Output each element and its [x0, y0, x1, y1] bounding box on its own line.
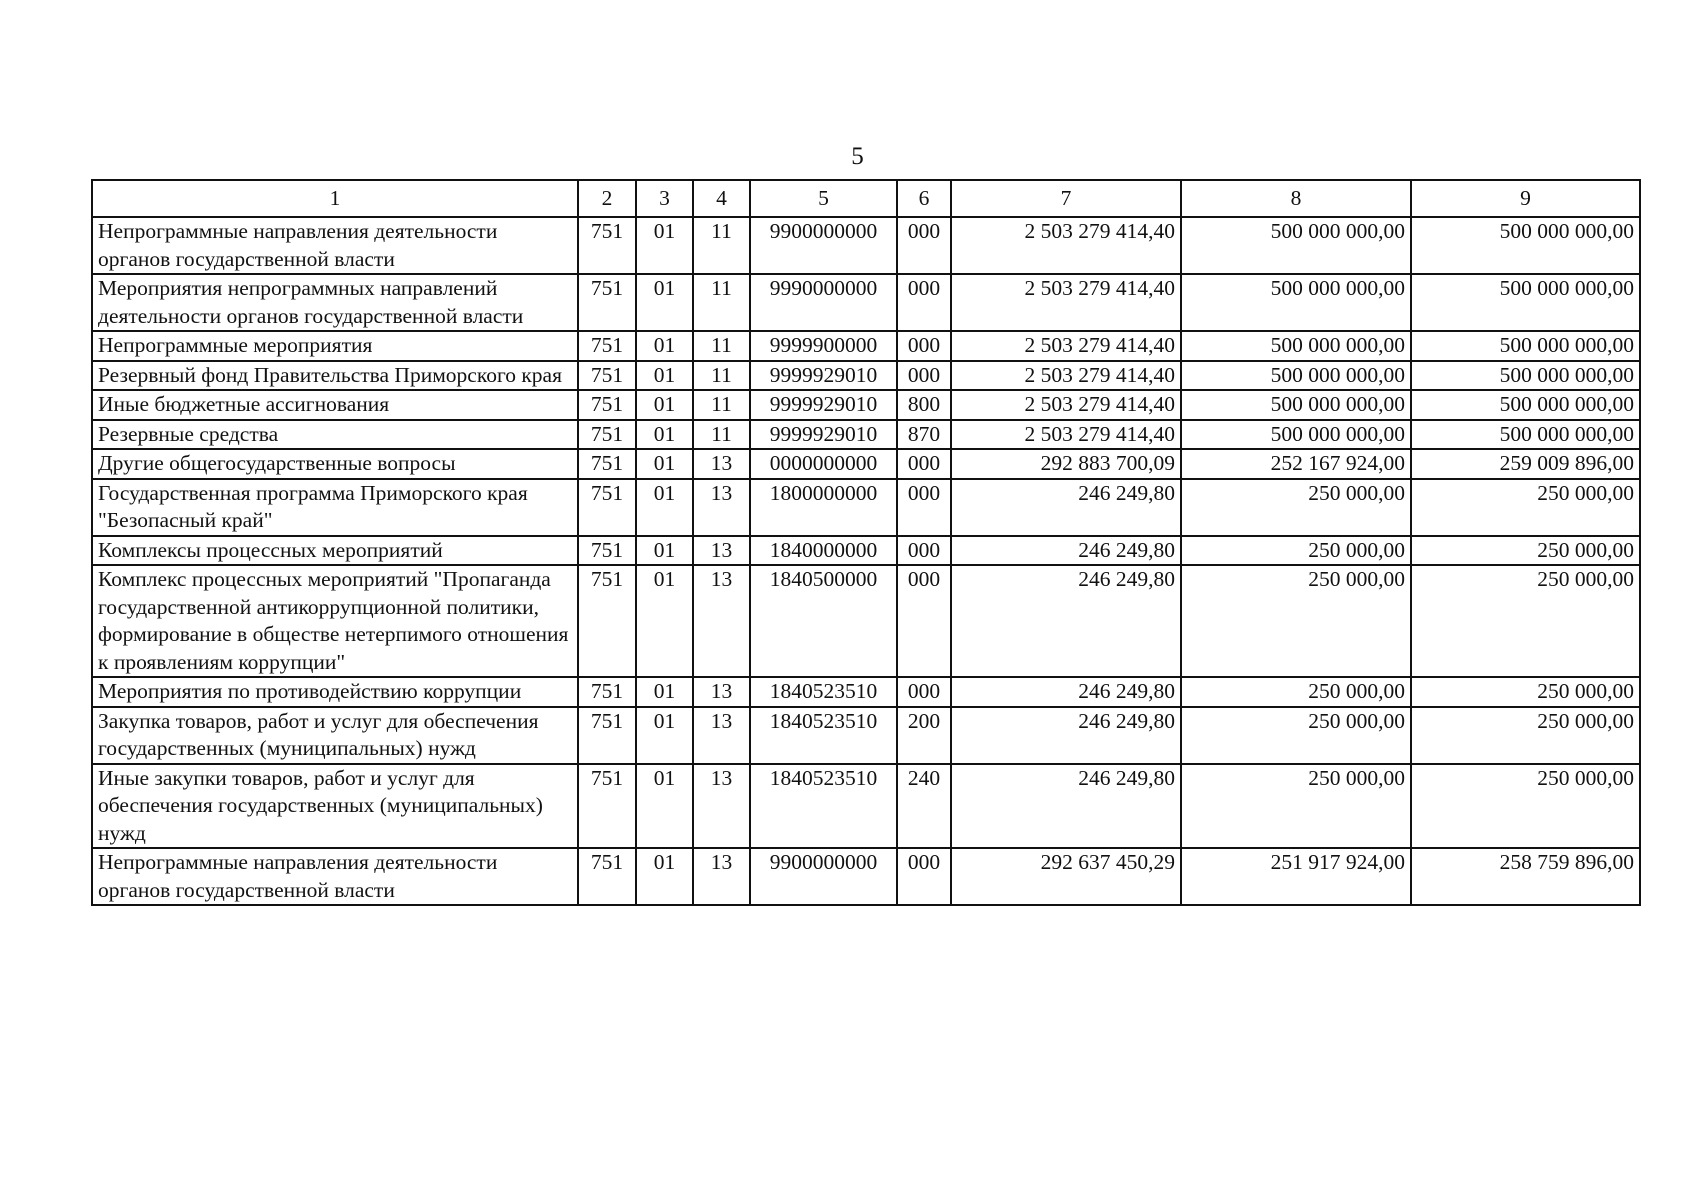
amount-col9-cell: 259 009 896,00	[1411, 449, 1640, 479]
column-header: 8	[1181, 180, 1411, 217]
column-header: 7	[951, 180, 1181, 217]
expense-type-cell: 240	[897, 764, 951, 849]
target-article-cell: 9999929010	[750, 420, 897, 450]
table-row	[92, 420, 1640, 450]
target-article-cell: 1800000000	[750, 479, 897, 536]
amount-col7-cell: 246 249,80	[951, 677, 1181, 707]
amount-col7-cell: 292 637 450,29	[951, 848, 1181, 905]
amount-col7-cell: 246 249,80	[951, 536, 1181, 566]
item-name-cell: Резервные средства	[92, 420, 578, 450]
section-code-cell: 01	[636, 764, 693, 849]
amount-col9-cell: 500 000 000,00	[1411, 331, 1640, 361]
ministry-code-cell: 751	[578, 331, 636, 361]
subsection-code-cell: 13	[693, 479, 750, 536]
ministry-code-cell: 751	[578, 565, 636, 677]
ministry-code-cell: 751	[578, 217, 636, 274]
target-article-cell: 9999900000	[750, 331, 897, 361]
column-header: 1	[92, 180, 578, 217]
section-code-cell: 01	[636, 390, 693, 420]
amount-col8-cell: 250 000,00	[1181, 479, 1411, 536]
amount-col7-cell: 292 883 700,09	[951, 449, 1181, 479]
table-row	[92, 449, 1640, 479]
item-name-cell: Комплексы процессных мероприятий	[92, 536, 578, 566]
ministry-code-cell: 751	[578, 479, 636, 536]
ministry-code-cell: 751	[578, 361, 636, 391]
ministry-code-cell: 751	[578, 449, 636, 479]
subsection-code-cell: 11	[693, 331, 750, 361]
section-code-cell: 01	[636, 420, 693, 450]
table-row	[92, 764, 1640, 849]
item-name-cell: Мероприятия непрограммных направлений деятельности органов государственной власти	[92, 274, 578, 331]
target-article-cell: 1840000000	[750, 536, 897, 566]
amount-col9-cell: 500 000 000,00	[1411, 390, 1640, 420]
amount-col8-cell: 250 000,00	[1181, 764, 1411, 849]
target-article-cell: 9900000000	[750, 848, 897, 905]
table-body	[92, 217, 1640, 905]
column-header: 5	[750, 180, 897, 217]
ministry-code-cell: 751	[578, 848, 636, 905]
amount-col9-cell: 500 000 000,00	[1411, 361, 1640, 391]
amount-col7-cell: 246 249,80	[951, 565, 1181, 677]
column-header: 2	[578, 180, 636, 217]
amount-col9-cell: 250 000,00	[1411, 536, 1640, 566]
subsection-code-cell: 13	[693, 449, 750, 479]
subsection-code-cell: 13	[693, 565, 750, 677]
ministry-code-cell: 751	[578, 536, 636, 566]
column-header: 9	[1411, 180, 1640, 217]
ministry-code-cell: 751	[578, 274, 636, 331]
amount-col7-cell: 2 503 279 414,40	[951, 217, 1181, 274]
item-name-cell: Закупка товаров, работ и услуг для обеспечения государственных (муниципальных) нужд	[92, 707, 578, 764]
table-row	[92, 331, 1640, 361]
target-article-cell: 1840523510	[750, 764, 897, 849]
target-article-cell: 9990000000	[750, 274, 897, 331]
section-code-cell: 01	[636, 449, 693, 479]
amount-col9-cell: 250 000,00	[1411, 707, 1640, 764]
expense-type-cell: 000	[897, 565, 951, 677]
amount-col9-cell: 500 000 000,00	[1411, 217, 1640, 274]
target-article-cell: 0000000000	[750, 449, 897, 479]
target-article-cell: 9900000000	[750, 217, 897, 274]
target-article-cell: 1840500000	[750, 565, 897, 677]
section-code-cell: 01	[636, 677, 693, 707]
table-row	[92, 479, 1640, 536]
amount-col8-cell: 500 000 000,00	[1181, 420, 1411, 450]
column-header: 4	[693, 180, 750, 217]
item-name-cell: Резервный фонд Правительства Приморского края	[92, 361, 578, 391]
amount-col8-cell: 500 000 000,00	[1181, 274, 1411, 331]
amount-col8-cell: 250 000,00	[1181, 677, 1411, 707]
amount-col9-cell: 500 000 000,00	[1411, 420, 1640, 450]
header-row	[92, 180, 1640, 217]
amount-col8-cell: 250 000,00	[1181, 707, 1411, 764]
subsection-code-cell: 13	[693, 677, 750, 707]
amount-col7-cell: 2 503 279 414,40	[951, 361, 1181, 391]
amount-col7-cell: 246 249,80	[951, 764, 1181, 849]
amount-col9-cell: 250 000,00	[1411, 565, 1640, 677]
amount-col8-cell: 500 000 000,00	[1181, 361, 1411, 391]
expense-type-cell: 200	[897, 707, 951, 764]
expense-type-cell: 000	[897, 274, 951, 331]
ministry-code-cell: 751	[578, 420, 636, 450]
ministry-code-cell: 751	[578, 677, 636, 707]
amount-col7-cell: 246 249,80	[951, 479, 1181, 536]
subsection-code-cell: 11	[693, 361, 750, 391]
amount-col7-cell: 2 503 279 414,40	[951, 331, 1181, 361]
ministry-code-cell: 751	[578, 390, 636, 420]
expense-type-cell: 000	[897, 536, 951, 566]
amount-col9-cell: 250 000,00	[1411, 479, 1640, 536]
subsection-code-cell: 13	[693, 707, 750, 764]
section-code-cell: 01	[636, 331, 693, 361]
expense-type-cell: 000	[897, 677, 951, 707]
section-code-cell: 01	[636, 565, 693, 677]
subsection-code-cell: 13	[693, 536, 750, 566]
expense-type-cell: 000	[897, 217, 951, 274]
amount-col8-cell: 250 000,00	[1181, 565, 1411, 677]
amount-col8-cell: 251 917 924,00	[1181, 848, 1411, 905]
item-name-cell: Иные закупки товаров, работ и услуг для обеспечения государственных (муниципальных) нужд	[92, 764, 578, 849]
amount-col8-cell: 500 000 000,00	[1181, 390, 1411, 420]
target-article-cell: 9999929010	[750, 361, 897, 391]
table-row	[92, 361, 1640, 391]
item-name-cell: Государственная программа Приморского края "Безопасный край"	[92, 479, 578, 536]
section-code-cell: 01	[636, 361, 693, 391]
page-number: 5	[851, 143, 864, 170]
section-code-cell: 01	[636, 479, 693, 536]
amount-col7-cell: 2 503 279 414,40	[951, 390, 1181, 420]
budget-table	[91, 179, 1641, 906]
item-name-cell: Другие общегосударственные вопросы	[92, 449, 578, 479]
section-code-cell: 01	[636, 217, 693, 274]
subsection-code-cell: 11	[693, 420, 750, 450]
table-row	[92, 707, 1640, 764]
expense-type-cell: 000	[897, 331, 951, 361]
item-name-cell: Иные бюджетные ассигнования	[92, 390, 578, 420]
item-name-cell: Комплекс процессных мероприятий "Пропаганда государственной антикоррупционной политики, формирование в обществе нетерпимого отношения к проявлениям коррупции"	[92, 565, 578, 677]
expense-type-cell: 000	[897, 361, 951, 391]
section-code-cell: 01	[636, 536, 693, 566]
section-code-cell: 01	[636, 848, 693, 905]
ministry-code-cell: 751	[578, 764, 636, 849]
table-row	[92, 274, 1640, 331]
amount-col7-cell: 2 503 279 414,40	[951, 420, 1181, 450]
expense-type-cell: 000	[897, 848, 951, 905]
table-row	[92, 565, 1640, 677]
item-name-cell: Непрограммные направления деятельности органов государственной власти	[92, 217, 578, 274]
expense-type-cell: 870	[897, 420, 951, 450]
table-row	[92, 217, 1640, 274]
item-name-cell: Непрограммные мероприятия	[92, 331, 578, 361]
expense-type-cell: 800	[897, 390, 951, 420]
target-article-cell: 1840523510	[750, 707, 897, 764]
section-code-cell: 01	[636, 707, 693, 764]
expense-type-cell: 000	[897, 449, 951, 479]
target-article-cell: 9999929010	[750, 390, 897, 420]
amount-col8-cell: 250 000,00	[1181, 536, 1411, 566]
section-code-cell: 01	[636, 274, 693, 331]
amount-col9-cell: 250 000,00	[1411, 677, 1640, 707]
amount-col9-cell: 500 000 000,00	[1411, 274, 1640, 331]
subsection-code-cell: 11	[693, 390, 750, 420]
table-row	[92, 677, 1640, 707]
amount-col8-cell: 252 167 924,00	[1181, 449, 1411, 479]
column-header: 3	[636, 180, 693, 217]
amount-col7-cell: 246 249,80	[951, 707, 1181, 764]
target-article-cell: 1840523510	[750, 677, 897, 707]
amount-col9-cell: 250 000,00	[1411, 764, 1640, 849]
expense-type-cell: 000	[897, 479, 951, 536]
amount-col8-cell: 500 000 000,00	[1181, 217, 1411, 274]
subsection-code-cell: 11	[693, 274, 750, 331]
amount-col9-cell: 258 759 896,00	[1411, 848, 1640, 905]
subsection-code-cell: 13	[693, 848, 750, 905]
ministry-code-cell: 751	[578, 707, 636, 764]
subsection-code-cell: 11	[693, 217, 750, 274]
table-row	[92, 390, 1640, 420]
table-row	[92, 848, 1640, 905]
column-header: 6	[897, 180, 951, 217]
subsection-code-cell: 13	[693, 764, 750, 849]
amount-col8-cell: 500 000 000,00	[1181, 331, 1411, 361]
table-row	[92, 536, 1640, 566]
item-name-cell: Мероприятия по противодействию коррупции	[92, 677, 578, 707]
amount-col7-cell: 2 503 279 414,40	[951, 274, 1181, 331]
item-name-cell: Непрограммные направления деятельности органов государственной власти	[92, 848, 578, 905]
